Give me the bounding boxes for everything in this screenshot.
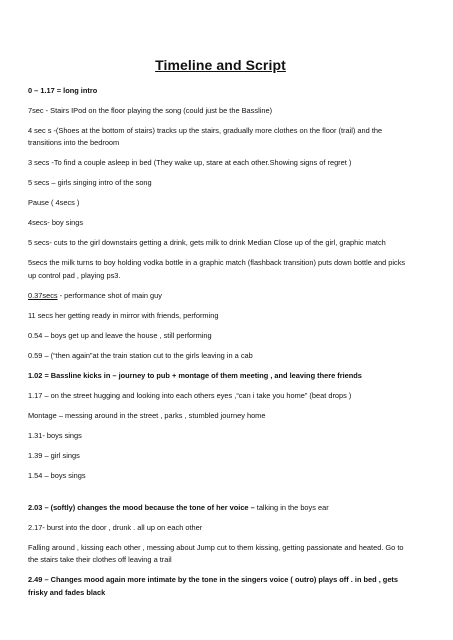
script-line: 11 secs her getting ready in mirror with friends, performing xyxy=(28,310,219,320)
script-line xyxy=(28,502,413,514)
script-line: 3 secs -To find a couple asleep in bed (They wake up, stare at each other.Showing signs of regret ) xyxy=(28,158,352,168)
script-line: 4secs- boy sings xyxy=(28,218,84,228)
spacer xyxy=(28,490,413,502)
script-line: 4 sec s -(Shoes at the bottom of stairs) tracks up the stairs, gradually more clothes on the floor (trail) and the transitions into the bedroom xyxy=(28,126,383,148)
script-line: Falling around , kissing each other , messing about Jump cut to them kissing, getting passionate and heated. Go to the stairs take their clothes off leaving a trail xyxy=(28,542,404,565)
script-line: 5secs the milk turns to boy holding vodka bottle in a graphic match (flashback transition) puts down bottle and picks up control pad , playing ps3. xyxy=(28,258,406,280)
script-line: 2.49 – Changes mood again more intimate by the tone in the singers voice ( outro) plays off . in bed , gets frisky and fades black xyxy=(28,575,399,597)
script-line xyxy=(28,290,413,302)
script-line: 0.54 – boys get up and leave the house , still performing xyxy=(28,330,212,340)
script-line: 1.17 – on the street hugging and looking into each others eyes ,“can i take you home” (beat drops ) xyxy=(28,390,352,400)
script-line: 1.54 – boys sings xyxy=(28,470,86,480)
timecode: 0.37secs xyxy=(28,290,58,300)
script-line-text: talking in the boys ear xyxy=(254,502,329,512)
script-line: Pause ( 4secs ) xyxy=(28,198,80,208)
script-line: 5 secs – girls singing intro of the song xyxy=(28,178,152,188)
script-line: 7sec - Stairs IPod on the floor playing the song (could just be the Bassline) xyxy=(28,106,273,115)
script-line: 1.31- boys sings xyxy=(28,430,82,440)
script-line: 2.17- burst into the door , drunk . all up on each other xyxy=(28,522,203,532)
document-title: Timeline and Script xyxy=(155,57,286,73)
script-line: 0 – 1.17 = long intro xyxy=(28,86,98,95)
script-line: 0.59 – (“then again”at the train station cut to the girls leaving in a cab xyxy=(28,350,253,360)
script-line: 5 secs- cuts to the girl downstairs getting a drink, gets milk to drink Median Close up of the girl, graphic match xyxy=(28,238,386,248)
script-line-text: - performance shot of main guy xyxy=(57,290,162,300)
script-line: 1.02 = Bassline kicks in – journey to pub + montage of them meeting , and leaving there friends xyxy=(28,370,362,380)
script-line: 1.39 – girl sings xyxy=(28,450,80,460)
script-line: Montage – messing around in the street , parks , stumbled journey home xyxy=(28,410,266,420)
script-line-bold: 2.03 – (softly) changes the mood because the tone of her voice – xyxy=(28,502,255,512)
